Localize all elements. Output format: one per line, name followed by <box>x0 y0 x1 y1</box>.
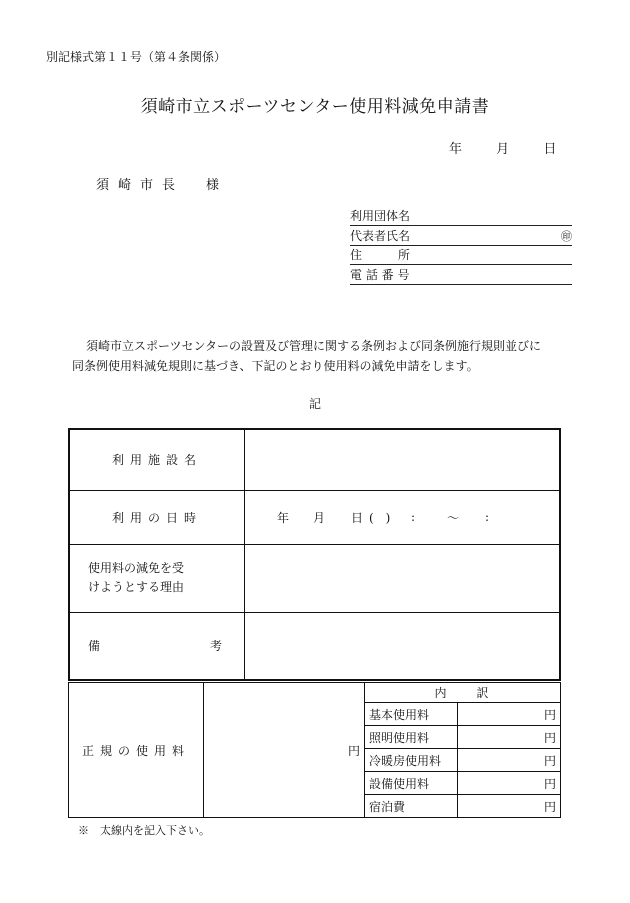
address-label: 住 所 <box>350 248 411 262</box>
dt-weekday: ( ) <box>369 510 391 525</box>
datetime-input[interactable] <box>245 490 561 544</box>
statement-line-1: 須崎市立スポーツセンターの設置及び管理に関する条例および同条例施行規則並びに <box>86 339 542 353</box>
dt-colon-end: : <box>485 510 490 524</box>
yen-unit: 円 <box>543 730 556 745</box>
remarks-label-right: 考 <box>209 639 222 654</box>
breakdown-item-amount[interactable] <box>458 795 561 818</box>
breakdown-item-name: 宿泊費 <box>365 795 458 818</box>
facility-row <box>69 429 560 490</box>
dt-colon-start: : <box>411 510 416 524</box>
facility-label: 利用施設名 <box>69 429 245 490</box>
breakdown-title: 内訳 <box>365 683 561 703</box>
reason-row <box>69 544 560 612</box>
request-statement <box>72 336 572 376</box>
breakdown-item-name: 基本使用料 <box>365 703 458 726</box>
reason-label <box>69 544 245 612</box>
group-name-label: 利用団体名 <box>350 209 411 223</box>
breakdown-item-name: 冷暖房使用料 <box>365 749 458 772</box>
date-month-label: 月 <box>496 142 510 157</box>
reason-label-line-1: 使用料の減免を受 <box>88 561 185 575</box>
date-day-label: 日 <box>543 142 557 157</box>
fee-amount-input[interactable] <box>204 683 365 818</box>
representative-name-field[interactable] <box>350 228 572 246</box>
remarks-label-left: 備 <box>88 639 101 654</box>
remarks-row <box>69 612 560 680</box>
facility-input[interactable] <box>245 429 561 490</box>
ki-heading: 記 <box>308 397 321 411</box>
address-field[interactable] <box>350 247 572 265</box>
fee-table <box>68 682 561 818</box>
breakdown-item-amount[interactable] <box>458 726 561 749</box>
reason-label-line-2: けようとする理由 <box>88 580 185 594</box>
fee-yen-unit: 円 <box>347 743 360 758</box>
application-details-table <box>68 428 561 681</box>
statement-line-2: 同条例使用料減免規則に基づき、下記のとおり使用料の減免申請をします。 <box>72 359 479 373</box>
breakdown-item-name: 設備使用料 <box>365 772 458 795</box>
yen-unit: 円 <box>543 776 556 791</box>
reason-input[interactable] <box>245 544 561 612</box>
remarks-label <box>69 612 245 680</box>
document-title: 須崎市立スポーツセンター使用料減免申請書 <box>140 97 490 117</box>
group-name-field[interactable] <box>350 208 572 226</box>
datetime-label: 利用の日時 <box>69 490 245 544</box>
dt-month: 月 <box>313 510 326 525</box>
date-line <box>449 138 586 157</box>
addressee: 須崎市長 様 <box>96 178 229 193</box>
dt-year: 年 <box>277 510 290 525</box>
fee-header-row <box>69 683 561 703</box>
representative-name-label: 代表者氏名 <box>350 228 411 243</box>
seal-mark: ㊞ <box>561 229 572 243</box>
dt-tilde: 〜 <box>447 510 460 525</box>
phone-label: 電 話 番 号 <box>350 267 410 282</box>
breakdown-item-amount[interactable] <box>458 749 561 772</box>
yen-unit: 円 <box>543 799 556 814</box>
breakdown-item-amount[interactable] <box>458 772 561 795</box>
date-year-label: 年 <box>449 142 463 157</box>
breakdown-item-amount[interactable] <box>458 703 561 726</box>
breakdown-item-name: 照明使用料 <box>365 726 458 749</box>
form-number: 別記様式第１１号（第４条関係） <box>46 50 227 64</box>
fee-label: 正規の使用料 <box>69 683 204 818</box>
dt-day: 日 <box>351 510 364 525</box>
remarks-input[interactable] <box>245 612 561 680</box>
phone-field[interactable] <box>350 267 572 285</box>
datetime-row <box>69 490 560 544</box>
yen-unit: 円 <box>543 707 556 722</box>
yen-unit: 円 <box>543 753 556 768</box>
footnote: ※ 太線内を記入下さい。 <box>78 824 210 837</box>
applicant-block <box>350 208 572 286</box>
